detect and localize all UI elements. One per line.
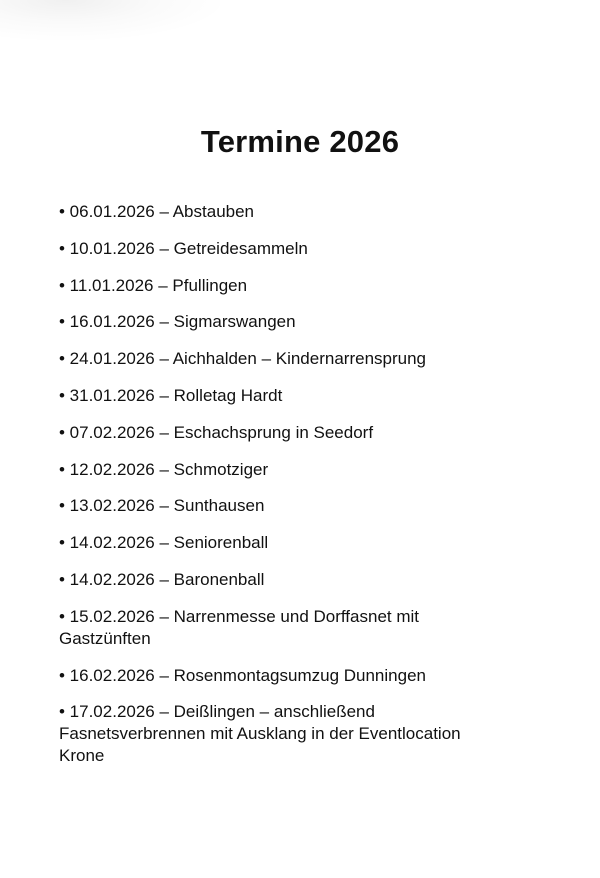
event-item: • 11.01.2026 – Pfullingen bbox=[59, 275, 248, 295]
event-item: • 07.02.2026 – Eschachsprung in Seedorf bbox=[59, 422, 374, 442]
event-item: • 16.02.2026 – Rosenmontagsumzug Dunningen bbox=[59, 665, 426, 685]
corner-shadow bbox=[0, 0, 220, 40]
event-item: • 14.02.2026 – Baronenball bbox=[59, 569, 265, 589]
event-item: • 13.02.2026 – Sunthausen bbox=[59, 496, 265, 516]
event-item: • 16.01.2026 – Sigmarswangen bbox=[59, 312, 296, 332]
event-item: • 15.02.2026 – Narrenmesse und Dorffasnet mit Gastzünften bbox=[59, 606, 420, 648]
event-item: • 24.01.2026 – Aichhalden – Kindernarrensprung bbox=[59, 349, 427, 369]
event-item: • 14.02.2026 – Seniorenball bbox=[59, 533, 269, 553]
event-item: • 17.02.2026 – Deißlingen – anschließend Fasnetsverbrennen mit Ausklang in der Eventlocation Krone bbox=[59, 702, 461, 766]
page-title: Termine 2026 bbox=[200, 124, 400, 159]
event-item: • 12.02.2026 – Schmotziger bbox=[59, 459, 269, 479]
event-list bbox=[59, 201, 539, 782]
event-item: • 31.01.2026 – Rolletag Hardt bbox=[59, 385, 283, 405]
event-item: • 10.01.2026 – Getreidesammeln bbox=[59, 238, 308, 258]
event-item: • 06.01.2026 – Abstauben bbox=[59, 202, 255, 221]
